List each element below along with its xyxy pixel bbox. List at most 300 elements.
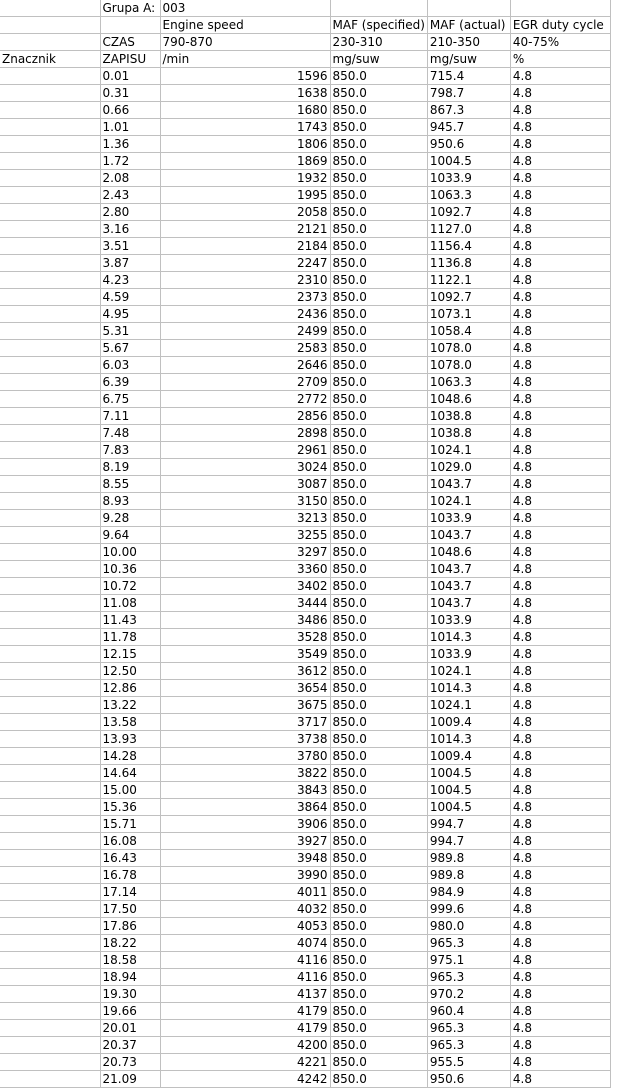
- cell-maf-specified[interactable]: 850.0: [330, 510, 427, 527]
- cell-maf-specified[interactable]: 850.0: [330, 323, 427, 340]
- cell-maf-specified[interactable]: 850.0: [330, 1054, 427, 1071]
- cell-egr-duty-cycle[interactable]: 4.8: [510, 748, 610, 765]
- cell-egr-duty-cycle[interactable]: 4.8: [510, 238, 610, 255]
- cell-marker[interactable]: [0, 442, 100, 459]
- cell-time[interactable]: 1.36: [100, 136, 160, 153]
- cell-maf-actual[interactable]: 1063.3: [427, 374, 510, 391]
- cell-marker[interactable]: [0, 578, 100, 595]
- cell-maf-actual[interactable]: 1029.0: [427, 459, 510, 476]
- cell-marker[interactable]: [0, 136, 100, 153]
- cell-maf-specified[interactable]: 850.0: [330, 578, 427, 595]
- header-cell-egr-duty-cycle[interactable]: [510, 0, 610, 17]
- cell-engine-speed[interactable]: 4116: [160, 952, 330, 969]
- cell-marker[interactable]: [0, 255, 100, 272]
- cell-maf-specified[interactable]: 850.0: [330, 85, 427, 102]
- cell-engine-speed[interactable]: 2961: [160, 442, 330, 459]
- cell-time[interactable]: 12.50: [100, 663, 160, 680]
- cell-maf-actual[interactable]: 1009.4: [427, 748, 510, 765]
- cell-maf-specified[interactable]: 850.0: [330, 459, 427, 476]
- cell-marker[interactable]: [0, 1003, 100, 1020]
- cell-marker[interactable]: [0, 731, 100, 748]
- cell-egr-duty-cycle[interactable]: 4.8: [510, 714, 610, 731]
- cell-maf-actual[interactable]: 1043.7: [427, 595, 510, 612]
- cell-marker[interactable]: [0, 119, 100, 136]
- cell-marker[interactable]: [0, 306, 100, 323]
- header-cell-engine-speed[interactable]: 790-870: [160, 34, 330, 51]
- cell-marker[interactable]: [0, 340, 100, 357]
- cell-engine-speed[interactable]: 4221: [160, 1054, 330, 1071]
- cell-marker[interactable]: [0, 884, 100, 901]
- cell-maf-specified[interactable]: 850.0: [330, 935, 427, 952]
- cell-maf-specified[interactable]: 850.0: [330, 782, 427, 799]
- cell-engine-speed[interactable]: 3990: [160, 867, 330, 884]
- cell-time[interactable]: 15.36: [100, 799, 160, 816]
- cell-time[interactable]: 13.93: [100, 731, 160, 748]
- cell-time[interactable]: 18.94: [100, 969, 160, 986]
- header-cell-engine-speed[interactable]: Engine speed: [160, 17, 330, 34]
- cell-time[interactable]: 13.58: [100, 714, 160, 731]
- cell-engine-speed[interactable]: 3843: [160, 782, 330, 799]
- cell-maf-specified[interactable]: 850.0: [330, 425, 427, 442]
- cell-egr-duty-cycle[interactable]: 4.8: [510, 765, 610, 782]
- cell-maf-specified[interactable]: 850.0: [330, 646, 427, 663]
- cell-time[interactable]: 11.43: [100, 612, 160, 629]
- cell-time[interactable]: 8.55: [100, 476, 160, 493]
- cell-maf-actual[interactable]: 960.4: [427, 1003, 510, 1020]
- cell-egr-duty-cycle[interactable]: 4.8: [510, 289, 610, 306]
- cell-maf-specified[interactable]: 850.0: [330, 714, 427, 731]
- cell-maf-specified[interactable]: 850.0: [330, 1037, 427, 1054]
- cell-maf-specified[interactable]: 850.0: [330, 476, 427, 493]
- cell-engine-speed[interactable]: 3402: [160, 578, 330, 595]
- cell-time[interactable]: 20.37: [100, 1037, 160, 1054]
- cell-egr-duty-cycle[interactable]: 4.8: [510, 884, 610, 901]
- cell-maf-specified[interactable]: 850.0: [330, 850, 427, 867]
- cell-egr-duty-cycle[interactable]: 4.8: [510, 391, 610, 408]
- cell-egr-duty-cycle[interactable]: 4.8: [510, 306, 610, 323]
- cell-maf-specified[interactable]: 850.0: [330, 408, 427, 425]
- cell-egr-duty-cycle[interactable]: 4.8: [510, 1020, 610, 1037]
- cell-time[interactable]: 3.51: [100, 238, 160, 255]
- cell-egr-duty-cycle[interactable]: 4.8: [510, 340, 610, 357]
- cell-maf-specified[interactable]: 850.0: [330, 918, 427, 935]
- cell-time[interactable]: 5.67: [100, 340, 160, 357]
- cell-maf-actual[interactable]: 1033.9: [427, 646, 510, 663]
- cell-maf-actual[interactable]: 1078.0: [427, 357, 510, 374]
- cell-egr-duty-cycle[interactable]: 4.8: [510, 969, 610, 986]
- cell-engine-speed[interactable]: 3444: [160, 595, 330, 612]
- cell-maf-specified[interactable]: 850.0: [330, 1020, 427, 1037]
- cell-time[interactable]: 18.58: [100, 952, 160, 969]
- cell-marker[interactable]: [0, 663, 100, 680]
- header-cell-maf-specified[interactable]: [330, 0, 427, 17]
- cell-time[interactable]: 12.86: [100, 680, 160, 697]
- cell-engine-speed[interactable]: 3549: [160, 646, 330, 663]
- cell-maf-actual[interactable]: 1078.0: [427, 340, 510, 357]
- cell-engine-speed[interactable]: 2184: [160, 238, 330, 255]
- cell-egr-duty-cycle[interactable]: 4.8: [510, 901, 610, 918]
- cell-engine-speed[interactable]: 4032: [160, 901, 330, 918]
- header-cell-time[interactable]: Grupa A:: [100, 0, 160, 17]
- cell-marker[interactable]: [0, 187, 100, 204]
- cell-maf-actual[interactable]: 1156.4: [427, 238, 510, 255]
- header-cell-marker[interactable]: [0, 34, 100, 51]
- cell-time[interactable]: 10.36: [100, 561, 160, 578]
- cell-egr-duty-cycle[interactable]: 4.8: [510, 527, 610, 544]
- cell-engine-speed[interactable]: 1995: [160, 187, 330, 204]
- cell-maf-actual[interactable]: 1014.3: [427, 680, 510, 697]
- cell-engine-speed[interactable]: 2121: [160, 221, 330, 238]
- cell-time[interactable]: 21.09: [100, 1071, 160, 1088]
- cell-engine-speed[interactable]: 4242: [160, 1071, 330, 1088]
- cell-maf-actual[interactable]: 1092.7: [427, 289, 510, 306]
- cell-maf-actual[interactable]: 980.0: [427, 918, 510, 935]
- header-cell-marker[interactable]: [0, 0, 100, 17]
- cell-marker[interactable]: [0, 782, 100, 799]
- cell-engine-speed[interactable]: 4179: [160, 1020, 330, 1037]
- cell-maf-specified[interactable]: 850.0: [330, 493, 427, 510]
- cell-marker[interactable]: [0, 85, 100, 102]
- cell-maf-actual[interactable]: 1009.4: [427, 714, 510, 731]
- cell-time[interactable]: 8.19: [100, 459, 160, 476]
- cell-maf-specified[interactable]: 850.0: [330, 289, 427, 306]
- cell-time[interactable]: 4.95: [100, 306, 160, 323]
- cell-time[interactable]: 3.87: [100, 255, 160, 272]
- cell-maf-specified[interactable]: 850.0: [330, 680, 427, 697]
- cell-maf-specified[interactable]: 850.0: [330, 357, 427, 374]
- cell-maf-specified[interactable]: 850.0: [330, 969, 427, 986]
- cell-time[interactable]: 9.28: [100, 510, 160, 527]
- cell-maf-specified[interactable]: 850.0: [330, 255, 427, 272]
- cell-time[interactable]: 9.64: [100, 527, 160, 544]
- cell-time[interactable]: 18.22: [100, 935, 160, 952]
- cell-maf-specified[interactable]: 850.0: [330, 221, 427, 238]
- cell-maf-actual[interactable]: 1004.5: [427, 782, 510, 799]
- cell-time[interactable]: 11.78: [100, 629, 160, 646]
- cell-maf-specified[interactable]: 850.0: [330, 952, 427, 969]
- cell-engine-speed[interactable]: 1806: [160, 136, 330, 153]
- cell-marker[interactable]: [0, 425, 100, 442]
- header-cell-maf-actual[interactable]: 210-350: [427, 34, 510, 51]
- cell-egr-duty-cycle[interactable]: 4.8: [510, 867, 610, 884]
- cell-engine-speed[interactable]: 3297: [160, 544, 330, 561]
- cell-maf-specified[interactable]: 850.0: [330, 374, 427, 391]
- cell-maf-specified[interactable]: 850.0: [330, 119, 427, 136]
- cell-maf-actual[interactable]: 950.6: [427, 136, 510, 153]
- cell-egr-duty-cycle[interactable]: 4.8: [510, 799, 610, 816]
- cell-maf-actual[interactable]: 1043.7: [427, 527, 510, 544]
- cell-time[interactable]: 17.86: [100, 918, 160, 935]
- cell-egr-duty-cycle[interactable]: 4.8: [510, 731, 610, 748]
- cell-time[interactable]: 3.16: [100, 221, 160, 238]
- cell-egr-duty-cycle[interactable]: 4.8: [510, 476, 610, 493]
- cell-time[interactable]: 10.00: [100, 544, 160, 561]
- cell-egr-duty-cycle[interactable]: 4.8: [510, 204, 610, 221]
- cell-marker[interactable]: [0, 986, 100, 1003]
- cell-maf-specified[interactable]: 850.0: [330, 901, 427, 918]
- cell-egr-duty-cycle[interactable]: 4.8: [510, 612, 610, 629]
- cell-maf-actual[interactable]: 1038.8: [427, 408, 510, 425]
- cell-maf-specified[interactable]: 850.0: [330, 204, 427, 221]
- cell-marker[interactable]: [0, 714, 100, 731]
- cell-marker[interactable]: [0, 238, 100, 255]
- cell-marker[interactable]: [0, 969, 100, 986]
- cell-maf-actual[interactable]: 715.4: [427, 68, 510, 85]
- cell-engine-speed[interactable]: 3528: [160, 629, 330, 646]
- cell-maf-actual[interactable]: 1014.3: [427, 629, 510, 646]
- cell-maf-actual[interactable]: 965.3: [427, 935, 510, 952]
- cell-egr-duty-cycle[interactable]: 4.8: [510, 374, 610, 391]
- cell-time[interactable]: 0.01: [100, 68, 160, 85]
- cell-maf-actual[interactable]: 994.7: [427, 833, 510, 850]
- cell-engine-speed[interactable]: 3780: [160, 748, 330, 765]
- cell-egr-duty-cycle[interactable]: 4.8: [510, 782, 610, 799]
- cell-engine-speed[interactable]: 3822: [160, 765, 330, 782]
- cell-time[interactable]: 12.15: [100, 646, 160, 663]
- cell-marker[interactable]: [0, 527, 100, 544]
- cell-maf-specified[interactable]: 850.0: [330, 102, 427, 119]
- cell-marker[interactable]: [0, 170, 100, 187]
- cell-engine-speed[interactable]: 2247: [160, 255, 330, 272]
- cell-marker[interactable]: [0, 1037, 100, 1054]
- cell-egr-duty-cycle[interactable]: 4.8: [510, 493, 610, 510]
- cell-marker[interactable]: [0, 391, 100, 408]
- cell-egr-duty-cycle[interactable]: 4.8: [510, 119, 610, 136]
- header-cell-maf-actual[interactable]: MAF (actual): [427, 17, 510, 34]
- cell-time[interactable]: 2.08: [100, 170, 160, 187]
- cell-engine-speed[interactable]: 4200: [160, 1037, 330, 1054]
- cell-maf-specified[interactable]: 850.0: [330, 561, 427, 578]
- cell-time[interactable]: 7.11: [100, 408, 160, 425]
- cell-egr-duty-cycle[interactable]: 4.8: [510, 255, 610, 272]
- cell-maf-actual[interactable]: 1024.1: [427, 442, 510, 459]
- cell-maf-actual[interactable]: 1004.5: [427, 799, 510, 816]
- cell-engine-speed[interactable]: 2436: [160, 306, 330, 323]
- cell-egr-duty-cycle[interactable]: 4.8: [510, 221, 610, 238]
- cell-time[interactable]: 16.43: [100, 850, 160, 867]
- cell-time[interactable]: 1.72: [100, 153, 160, 170]
- cell-maf-specified[interactable]: 850.0: [330, 629, 427, 646]
- cell-engine-speed[interactable]: 3087: [160, 476, 330, 493]
- cell-marker[interactable]: [0, 935, 100, 952]
- cell-marker[interactable]: [0, 153, 100, 170]
- cell-egr-duty-cycle[interactable]: 4.8: [510, 357, 610, 374]
- cell-maf-actual[interactable]: 989.8: [427, 867, 510, 884]
- cell-marker[interactable]: [0, 493, 100, 510]
- cell-egr-duty-cycle[interactable]: 4.8: [510, 136, 610, 153]
- header-cell-marker[interactable]: [0, 17, 100, 34]
- cell-maf-specified[interactable]: 850.0: [330, 544, 427, 561]
- cell-marker[interactable]: [0, 221, 100, 238]
- cell-maf-actual[interactable]: 1014.3: [427, 731, 510, 748]
- cell-marker[interactable]: [0, 748, 100, 765]
- header-cell-maf-actual[interactable]: mg/suw: [427, 51, 510, 68]
- cell-engine-speed[interactable]: 1869: [160, 153, 330, 170]
- cell-egr-duty-cycle[interactable]: 4.8: [510, 680, 610, 697]
- cell-marker[interactable]: [0, 476, 100, 493]
- cell-engine-speed[interactable]: 2583: [160, 340, 330, 357]
- cell-marker[interactable]: [0, 697, 100, 714]
- cell-time[interactable]: 8.93: [100, 493, 160, 510]
- cell-maf-actual[interactable]: 999.6: [427, 901, 510, 918]
- cell-marker[interactable]: [0, 816, 100, 833]
- cell-maf-actual[interactable]: 1033.9: [427, 612, 510, 629]
- cell-egr-duty-cycle[interactable]: 4.8: [510, 102, 610, 119]
- cell-marker[interactable]: [0, 102, 100, 119]
- cell-egr-duty-cycle[interactable]: 4.8: [510, 561, 610, 578]
- cell-maf-actual[interactable]: 1024.1: [427, 697, 510, 714]
- cell-engine-speed[interactable]: 4137: [160, 986, 330, 1003]
- cell-engine-speed[interactable]: 2499: [160, 323, 330, 340]
- cell-engine-speed[interactable]: 3486: [160, 612, 330, 629]
- cell-engine-speed[interactable]: 3654: [160, 680, 330, 697]
- cell-time[interactable]: 15.00: [100, 782, 160, 799]
- cell-marker[interactable]: [0, 850, 100, 867]
- cell-engine-speed[interactable]: 3864: [160, 799, 330, 816]
- cell-time[interactable]: 0.31: [100, 85, 160, 102]
- cell-maf-actual[interactable]: 1063.3: [427, 187, 510, 204]
- cell-time[interactable]: 7.83: [100, 442, 160, 459]
- cell-maf-specified[interactable]: 850.0: [330, 187, 427, 204]
- cell-maf-actual[interactable]: 1043.7: [427, 476, 510, 493]
- header-cell-marker[interactable]: Znacznik: [0, 51, 100, 68]
- cell-engine-speed[interactable]: 3906: [160, 816, 330, 833]
- cell-maf-specified[interactable]: 850.0: [330, 527, 427, 544]
- cell-maf-specified[interactable]: 850.0: [330, 136, 427, 153]
- cell-marker[interactable]: [0, 952, 100, 969]
- header-cell-engine-speed[interactable]: /min: [160, 51, 330, 68]
- cell-maf-specified[interactable]: 850.0: [330, 442, 427, 459]
- cell-time[interactable]: 16.78: [100, 867, 160, 884]
- cell-marker[interactable]: [0, 765, 100, 782]
- cell-maf-specified[interactable]: 850.0: [330, 68, 427, 85]
- cell-egr-duty-cycle[interactable]: 4.8: [510, 595, 610, 612]
- cell-maf-actual[interactable]: 965.3: [427, 969, 510, 986]
- cell-maf-actual[interactable]: 798.7: [427, 85, 510, 102]
- cell-engine-speed[interactable]: 1680: [160, 102, 330, 119]
- cell-egr-duty-cycle[interactable]: 4.8: [510, 459, 610, 476]
- cell-time[interactable]: 0.66: [100, 102, 160, 119]
- cell-maf-actual[interactable]: 955.5: [427, 1054, 510, 1071]
- cell-maf-specified[interactable]: 850.0: [330, 986, 427, 1003]
- cell-maf-actual[interactable]: 1024.1: [427, 663, 510, 680]
- cell-time[interactable]: 2.43: [100, 187, 160, 204]
- cell-marker[interactable]: [0, 1054, 100, 1071]
- cell-engine-speed[interactable]: 2058: [160, 204, 330, 221]
- cell-marker[interactable]: [0, 544, 100, 561]
- cell-maf-actual[interactable]: 965.3: [427, 1037, 510, 1054]
- cell-egr-duty-cycle[interactable]: 4.8: [510, 578, 610, 595]
- cell-time[interactable]: 10.72: [100, 578, 160, 595]
- cell-marker[interactable]: [0, 561, 100, 578]
- cell-engine-speed[interactable]: 4053: [160, 918, 330, 935]
- cell-maf-actual[interactable]: 965.3: [427, 1020, 510, 1037]
- cell-time[interactable]: 4.59: [100, 289, 160, 306]
- header-cell-time[interactable]: [100, 17, 160, 34]
- cell-marker[interactable]: [0, 867, 100, 884]
- cell-maf-specified[interactable]: 850.0: [330, 391, 427, 408]
- cell-maf-specified[interactable]: 850.0: [330, 612, 427, 629]
- cell-engine-speed[interactable]: 1932: [160, 170, 330, 187]
- cell-marker[interactable]: [0, 901, 100, 918]
- cell-maf-actual[interactable]: 1092.7: [427, 204, 510, 221]
- cell-maf-specified[interactable]: 850.0: [330, 799, 427, 816]
- cell-maf-specified[interactable]: 850.0: [330, 867, 427, 884]
- cell-maf-actual[interactable]: 970.2: [427, 986, 510, 1003]
- cell-marker[interactable]: [0, 595, 100, 612]
- cell-egr-duty-cycle[interactable]: 4.8: [510, 1071, 610, 1088]
- cell-maf-actual[interactable]: 1004.5: [427, 153, 510, 170]
- header-cell-maf-specified[interactable]: mg/suw: [330, 51, 427, 68]
- cell-engine-speed[interactable]: 2709: [160, 374, 330, 391]
- cell-marker[interactable]: [0, 68, 100, 85]
- cell-time[interactable]: 5.31: [100, 323, 160, 340]
- cell-maf-specified[interactable]: 850.0: [330, 731, 427, 748]
- cell-time[interactable]: 17.50: [100, 901, 160, 918]
- cell-engine-speed[interactable]: 3255: [160, 527, 330, 544]
- cell-maf-actual[interactable]: 989.8: [427, 850, 510, 867]
- cell-marker[interactable]: [0, 612, 100, 629]
- cell-time[interactable]: 16.08: [100, 833, 160, 850]
- cell-maf-specified[interactable]: 850.0: [330, 748, 427, 765]
- cell-engine-speed[interactable]: 4179: [160, 1003, 330, 1020]
- header-cell-maf-specified[interactable]: MAF (specified): [330, 17, 427, 34]
- cell-maf-actual[interactable]: 867.3: [427, 102, 510, 119]
- cell-egr-duty-cycle[interactable]: 4.8: [510, 1054, 610, 1071]
- cell-egr-duty-cycle[interactable]: 4.8: [510, 187, 610, 204]
- cell-maf-actual[interactable]: 945.7: [427, 119, 510, 136]
- cell-maf-specified[interactable]: 850.0: [330, 833, 427, 850]
- cell-maf-actual[interactable]: 1127.0: [427, 221, 510, 238]
- cell-maf-actual[interactable]: 975.1: [427, 952, 510, 969]
- cell-egr-duty-cycle[interactable]: 4.8: [510, 663, 610, 680]
- cell-time[interactable]: 13.22: [100, 697, 160, 714]
- cell-maf-actual[interactable]: 1043.7: [427, 578, 510, 595]
- cell-egr-duty-cycle[interactable]: 4.8: [510, 986, 610, 1003]
- cell-time[interactable]: 17.14: [100, 884, 160, 901]
- cell-maf-specified[interactable]: 850.0: [330, 1003, 427, 1020]
- cell-marker[interactable]: [0, 374, 100, 391]
- header-cell-egr-duty-cycle[interactable]: EGR duty cycle: [510, 17, 610, 34]
- header-cell-maf-actual[interactable]: [427, 0, 510, 17]
- cell-egr-duty-cycle[interactable]: 4.8: [510, 935, 610, 952]
- cell-time[interactable]: 1.01: [100, 119, 160, 136]
- cell-engine-speed[interactable]: 2373: [160, 289, 330, 306]
- cell-time[interactable]: 14.64: [100, 765, 160, 782]
- cell-egr-duty-cycle[interactable]: 4.8: [510, 1003, 610, 1020]
- cell-maf-actual[interactable]: 1043.7: [427, 561, 510, 578]
- cell-time[interactable]: 6.75: [100, 391, 160, 408]
- cell-maf-actual[interactable]: 1136.8: [427, 255, 510, 272]
- cell-maf-specified[interactable]: 850.0: [330, 765, 427, 782]
- cell-maf-specified[interactable]: 850.0: [330, 340, 427, 357]
- cell-egr-duty-cycle[interactable]: 4.8: [510, 323, 610, 340]
- cell-engine-speed[interactable]: 1638: [160, 85, 330, 102]
- cell-marker[interactable]: [0, 646, 100, 663]
- cell-engine-speed[interactable]: 3150: [160, 493, 330, 510]
- header-cell-egr-duty-cycle[interactable]: %: [510, 51, 610, 68]
- header-cell-maf-specified[interactable]: 230-310: [330, 34, 427, 51]
- cell-egr-duty-cycle[interactable]: 4.8: [510, 85, 610, 102]
- cell-marker[interactable]: [0, 272, 100, 289]
- cell-time[interactable]: 19.66: [100, 1003, 160, 1020]
- cell-marker[interactable]: [0, 833, 100, 850]
- cell-egr-duty-cycle[interactable]: 4.8: [510, 442, 610, 459]
- cell-egr-duty-cycle[interactable]: 4.8: [510, 272, 610, 289]
- cell-marker[interactable]: [0, 1020, 100, 1037]
- cell-maf-actual[interactable]: 1048.6: [427, 544, 510, 561]
- cell-marker[interactable]: [0, 1071, 100, 1088]
